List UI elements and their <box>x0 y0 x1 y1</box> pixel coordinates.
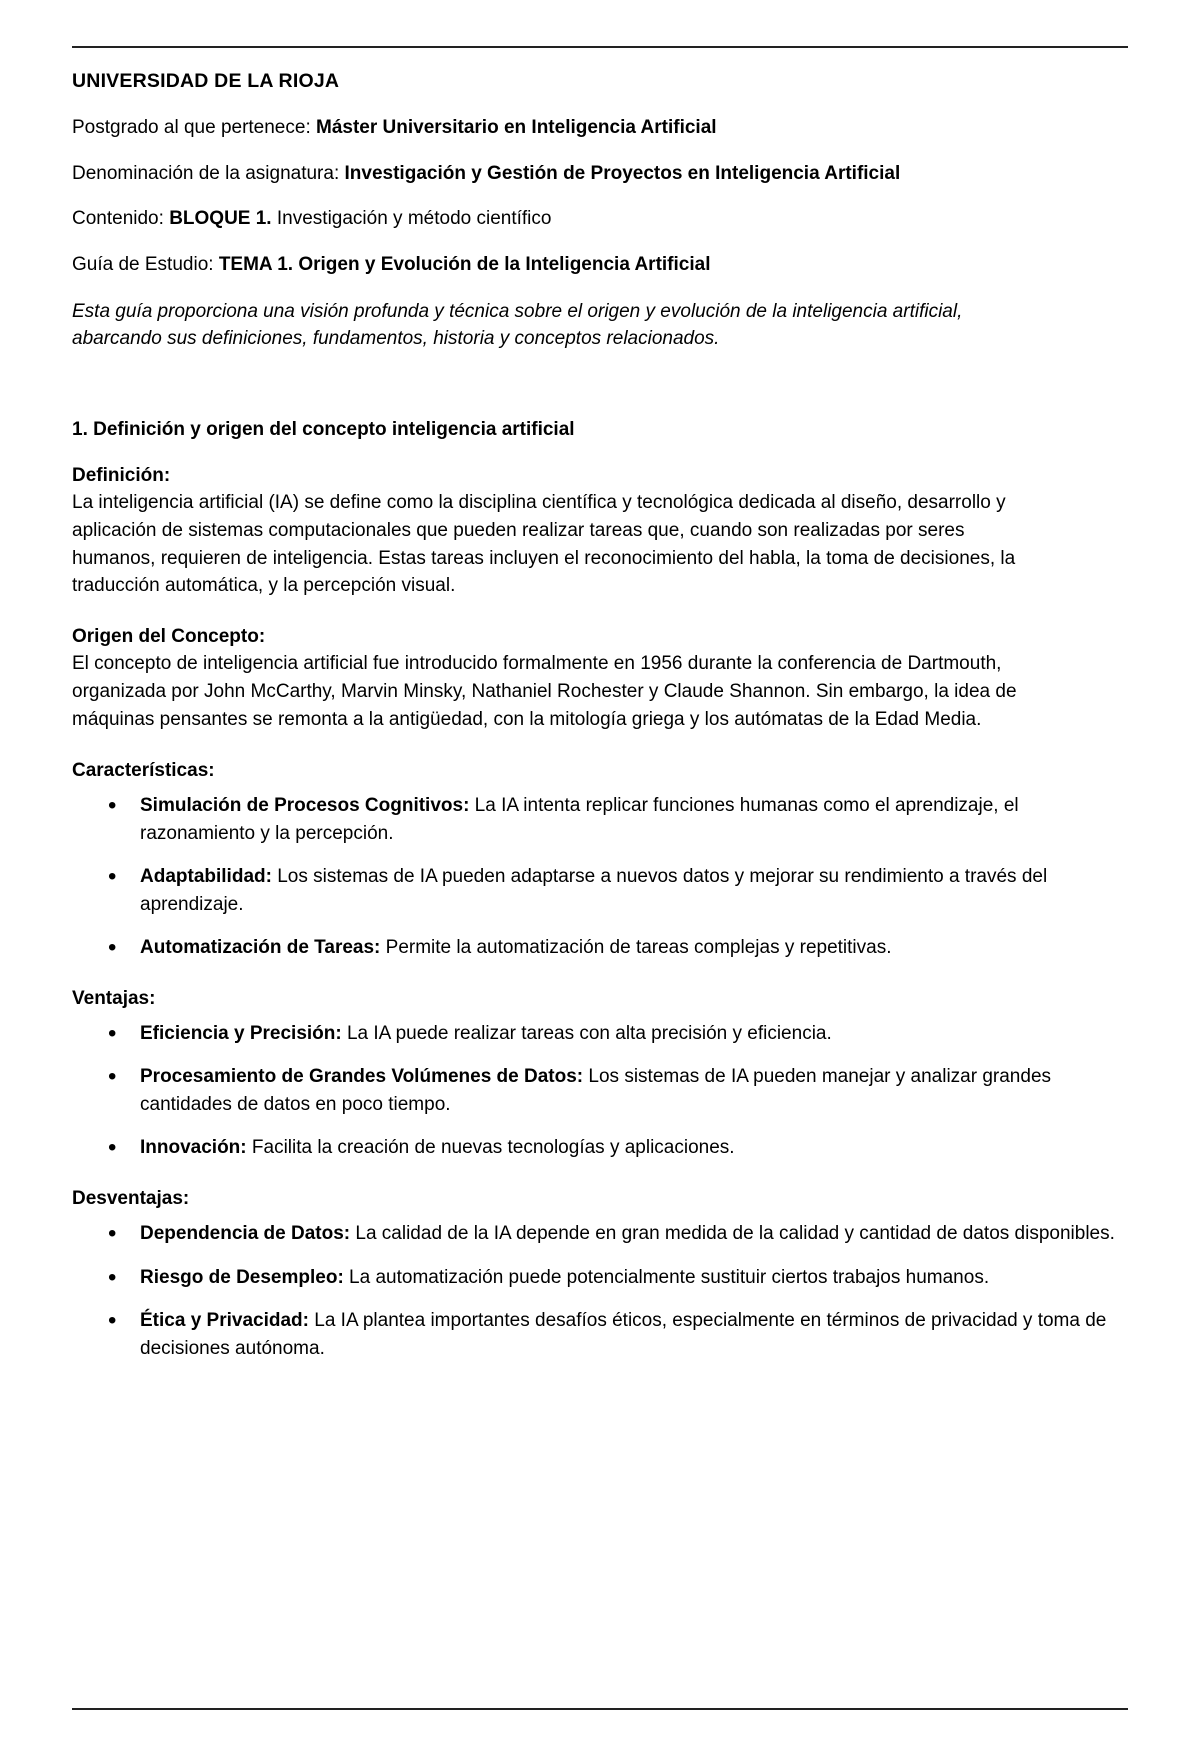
intro-paragraph: Esta guía proporciona una visión profunda y técnica sobre el origen y evolución de la inteligencia artificial, abarcando sus definiciones, fundamentos, historia y conceptos relacionados. <box>72 300 963 350</box>
meta-value-postgrado: Máster Universitario en Inteligencia Artificial <box>316 117 717 138</box>
list-item-term: Simulación de Procesos Cognitivos: <box>140 795 470 817</box>
meta-tail-contenido: Investigación y método científico <box>271 208 552 230</box>
list-item-text: Los sistemas de IA pueden adaptarse a nuevos datos y mejorar su rendimiento a través del aprendizaje. <box>140 866 1048 915</box>
list-item-text: La calidad de la IA depende en gran medida de la calidad y cantidad de datos disponibles. <box>350 1223 1115 1245</box>
list-item-text: La IA plantea importantes desafíos éticos, especialmente en términos de privacidad y toma de decisiones autónoma. <box>140 1310 1107 1359</box>
document-page <box>0 46 1200 1746</box>
caracteristicas-block <box>72 760 1128 962</box>
meta-value-guia: TEMA 1. Origen y Evolución de la Inteligencia Artificial <box>218 253 711 275</box>
ventajas-block <box>72 988 1128 1162</box>
meta-line-guia <box>72 252 1128 278</box>
list-item-term: Eficiencia y Precisión: <box>140 1022 342 1044</box>
origin-text: El concepto de inteligencia artificial fue introducido formalmente en 1956 durante la conferencia de Dartmouth, organizada por John McCarthy, Marvin Minsky, Nathaniel Rochester y Claude Shannon. Sin embargo, la idea de máquinas pensantes se remonta a la antigüedad, con la mitología griega y los autómatas de la Edad Media. <box>72 653 1017 731</box>
meta-label-guia: Guía de Estudio: <box>72 253 219 275</box>
list-item-term: Riesgo de Desempleo: <box>140 1266 344 1288</box>
list-item <box>72 1307 1128 1362</box>
ventajas-heading: Ventajas: <box>72 987 156 1009</box>
list-item <box>72 1063 1128 1118</box>
caracteristicas-heading: Características: <box>72 760 215 782</box>
ventajas-list <box>72 1020 1128 1162</box>
list-item-text: La IA intenta replicar funciones humanas como el aprendizaje, el razonamiento y la percepción. <box>140 795 1019 844</box>
footer-divider <box>72 1708 1128 1710</box>
desventajas-block <box>72 1188 1128 1362</box>
page-title: UNIVERSIDAD DE LA RIOJA <box>72 70 340 92</box>
origin-heading: Origen del Concepto: <box>72 626 266 648</box>
list-item-term: Ética y Privacidad: <box>140 1310 309 1332</box>
list-item <box>72 863 1128 918</box>
definition-text: La inteligencia artificial (IA) se define como la disciplina científica y tecnológica dedicada al diseño, desarrollo y aplicación de sistemas computacionales que pueden realizar tareas que, cuando son realizadas por seres humanos, requieren de inteligencia. Estas tareas incluyen el reconocimiento del habla, la toma de decisiones, la traducción automática, y la percepción visual. <box>72 491 1016 597</box>
list-item-text: La automatización puede potencialmente sustituir ciertos trabajos humanos. <box>343 1266 990 1288</box>
desventajas-heading: Desventajas: <box>72 1188 190 1210</box>
list-item <box>72 934 1128 962</box>
meta-label-asignatura: Denominación de la asignatura: <box>72 162 345 184</box>
meta-line-contenido <box>72 206 1128 232</box>
list-item <box>72 1134 1128 1162</box>
definition-block <box>72 465 1128 601</box>
list-item-term: Procesamiento de Grandes Volúmenes de Datos: <box>140 1066 584 1088</box>
meta-line-asignatura <box>72 161 1128 187</box>
list-item <box>72 1020 1128 1048</box>
list-item-text: Facilita la creación de nuevas tecnologías y aplicaciones. <box>246 1137 735 1159</box>
meta-value-contenido: BLOQUE 1. <box>169 208 272 230</box>
caracteristicas-list <box>72 792 1128 962</box>
list-item-term: Innovación: <box>140 1137 247 1159</box>
list-item <box>72 792 1128 847</box>
section-heading-1: 1. Definición y origen del concepto inteligencia artificial <box>72 418 575 440</box>
desventajas-list <box>72 1220 1128 1362</box>
list-item-term: Automatización de Tareas: <box>140 937 381 959</box>
list-item <box>72 1264 1128 1292</box>
document-content <box>72 48 1128 1362</box>
meta-line-postgrado <box>72 115 1128 141</box>
definition-heading: Definición: <box>72 464 171 486</box>
list-item-text: Los sistemas de IA pueden manejar y analizar grandes cantidades de datos en poco tiempo. <box>140 1066 1052 1115</box>
list-item <box>72 1220 1128 1248</box>
list-item-term: Dependencia de Datos: <box>140 1223 351 1245</box>
list-item-term: Adaptabilidad: <box>140 866 272 888</box>
meta-label-postgrado: Postgrado al que pertenece: <box>72 117 317 138</box>
meta-value-asignatura: Investigación y Gestión de Proyectos en Inteligencia Artificial <box>344 162 901 184</box>
origin-block <box>72 626 1128 734</box>
list-item-text: La IA puede realizar tareas con alta precisión y eficiencia. <box>341 1022 832 1044</box>
meta-label-contenido: Contenido: <box>72 208 170 230</box>
list-item-text: Permite la automatización de tareas complejas y repetitivas. <box>380 937 892 959</box>
